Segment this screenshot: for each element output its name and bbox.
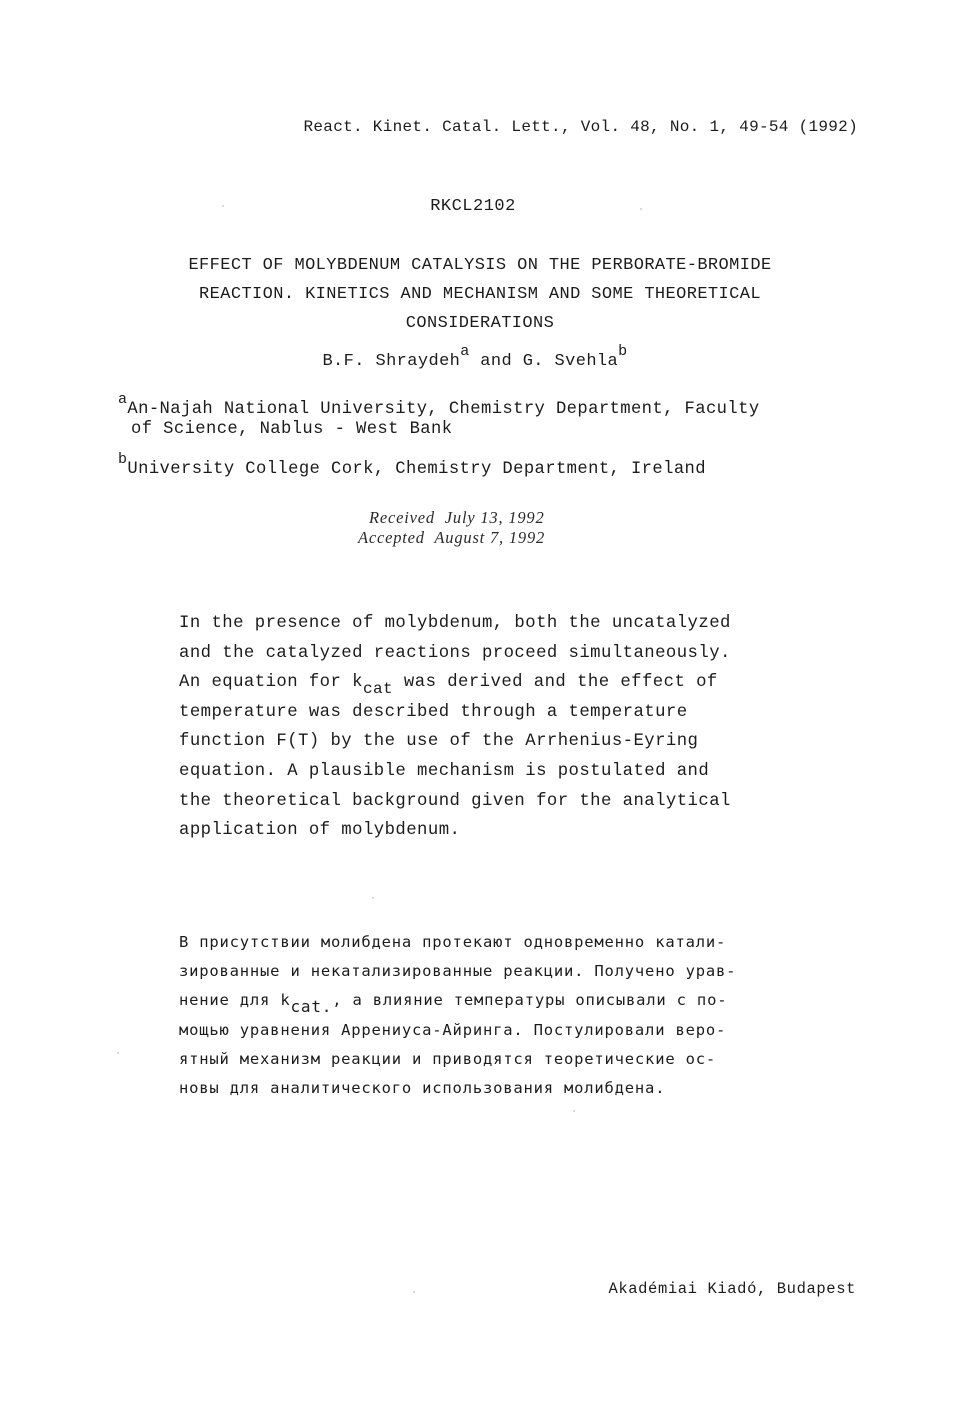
- scan-speck: [573, 1110, 575, 1112]
- abstract-en-line: and the catalyzed reactions proceed simultaneously.: [179, 643, 731, 663]
- affiliation-b-line-1: University College Cork, Chemistry Department, Ireland: [127, 460, 706, 479]
- affiliation-a: [118, 391, 760, 440]
- abstract-en-line: temperature was described through a temperature: [179, 702, 688, 722]
- author-second-mark: b: [618, 343, 628, 361]
- scan-speck: [117, 1052, 119, 1054]
- journal-reference: React. Kinet. Catal. Lett., Vol. 48, No. 1, 49-54 (1992): [303, 118, 858, 136]
- received-date: Received July 13, 1992: [369, 508, 545, 527]
- affiliation-a-mark: a: [118, 391, 128, 409]
- submission-dates: [358, 508, 545, 548]
- abstract-en-line: In the presence of molybdenum, both the uncatalyzed: [179, 614, 731, 633]
- author-second: G. Svehla: [522, 352, 619, 371]
- abstract-ru-line: зированные и некатализированные реакции. Получено урав-: [179, 962, 737, 981]
- affiliation-a-line-1: An-Najah National University, Chemistry Department, Faculty: [127, 400, 760, 419]
- abstract-english: [179, 609, 731, 846]
- abstract-ru-line: ятный механизм реакции и приводятся теоретические ос-: [179, 1049, 716, 1068]
- abstract-en-line: the theoretical background given for the analytical: [179, 791, 731, 811]
- affiliation-a-line-2: of Science, Nablus - West Bank: [131, 420, 453, 439]
- abstract-ru-line: [179, 986, 736, 1015]
- abstract-ru-line: мощью уравнения Аррениуса-Айринга. Постулировали веро-: [179, 1020, 727, 1039]
- title-line-1: EFFECT OF MOLYBDENUM CATALYSIS ON THE PERBORATE-BROMIDE: [188, 256, 772, 275]
- abstract-ru-line: В присутствии молибдена протекают одновременно катали-: [179, 933, 727, 951]
- affiliation-b: [118, 451, 706, 480]
- kcat-subscript: cat: [362, 679, 394, 698]
- abstract-ru-line-3-end: , а влияние температуры описывали с по-: [332, 991, 728, 1010]
- abstract-en-line: function F(T) by the use of the Arrhenius-Eyring: [179, 732, 699, 752]
- abstract-en-line-3-end: was derived and the effect of: [393, 673, 718, 693]
- scan-speck: [222, 205, 224, 207]
- author-first: B.F. Shraydeh: [322, 352, 461, 371]
- scan-speck: [372, 897, 374, 899]
- affiliation-b-mark: b: [118, 451, 128, 469]
- title-line-2: REACTION. KINETICS AND MECHANISM AND SOME THEORETICAL: [199, 285, 761, 304]
- abstract-en-line: application of molybdenum.: [179, 821, 461, 841]
- author-list: [0, 343, 950, 371]
- abstract-en-line: [179, 668, 731, 698]
- abstract-ru-line: новы для аналитического использования молибдена.: [179, 1079, 666, 1098]
- abstract-russian: [179, 928, 736, 1103]
- abstract-en-line-3-start: An equation for k: [179, 673, 363, 693]
- scan-speck: [640, 208, 642, 210]
- article-code: RKCL2102: [430, 197, 516, 216]
- title-line-3: CONSIDERATIONS: [405, 314, 555, 333]
- abstract-en-line: equation. A plausible mechanism is postulated and: [179, 761, 710, 781]
- abstract-ru-line-3-start: нение для k: [179, 991, 291, 1010]
- publisher-imprint: Akadémiai Kiadó, Budapest: [608, 1280, 856, 1298]
- kcat-subscript-ru: cat.: [290, 996, 333, 1016]
- author-conjunction: and: [469, 352, 523, 371]
- accepted-date: Accepted August 7, 1992: [358, 528, 546, 547]
- scan-speck: [413, 1291, 415, 1293]
- author-first-mark: a: [460, 343, 470, 361]
